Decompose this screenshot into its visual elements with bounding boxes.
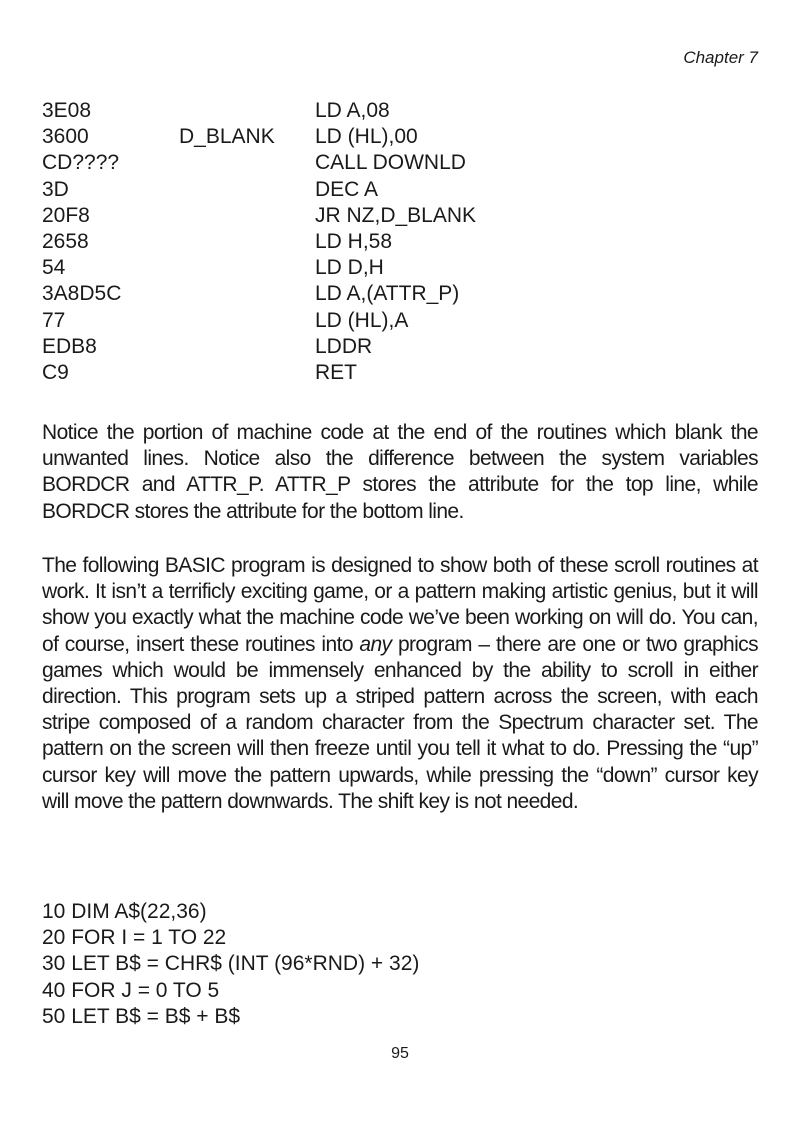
code-line [42, 98, 758, 124]
code-instruction: LD A,(ATTR_P) [315, 282, 460, 306]
emphasis-text: any [359, 632, 392, 656]
basic-listing [42, 899, 419, 1030]
code-line [42, 124, 758, 150]
code-line [42, 281, 758, 307]
code-label: D_BLANK [179, 125, 275, 149]
code-instruction: LD (HL),A [315, 308, 409, 332]
chapter-heading: Chapter 7 [683, 48, 758, 67]
code-instruction: LD H,58 [315, 229, 393, 253]
assembly-listing [42, 98, 758, 386]
code-line [42, 360, 758, 386]
code-line [42, 255, 758, 281]
paragraph-text: The following BASIC program is designed to show both of these scroll routines at work. It isn’t a terrificly exciting game, or a pattern making artistic genius, but it will show you exactly what the machine code we’ve been working on will do. You can, of course, insert these routines into [42, 554, 758, 656]
basic-line: 40 FOR J = 0 TO 5 [42, 978, 220, 1002]
code-line [42, 150, 758, 176]
basic-line: 50 LET B$ = B$ + B$ [42, 1004, 241, 1028]
code-hex: 3E08 [42, 99, 92, 122]
basic-line: 20 FOR I = 1 TO 22 [42, 926, 227, 950]
code-hex: 54 [42, 256, 66, 280]
code-hex: 2658 [42, 229, 89, 253]
code-instruction: LDDR [315, 334, 373, 358]
basic-line: 10 DIM A$(22,36) [42, 900, 207, 923]
code-hex: 77 [42, 308, 66, 332]
code-line [42, 203, 758, 229]
paragraph-machine-code-note: Notice the portion of machine code at the end of the routines which blank the unwanted lines. Notice also the difference between the system variables BORDCR and ATTR_P. ATTR_P stores the attribute for the top line, while BORDCR stores the attribute for the bottom line. [42, 421, 758, 523]
code-line [42, 308, 758, 334]
basic-line: 30 LET B$ = CHR$ (INT (96*RND) + 32) [42, 952, 420, 976]
code-instruction: LD D,H [315, 256, 384, 280]
code-instruction: CALL DOWNLD [315, 151, 466, 175]
code-instruction: RET [315, 360, 357, 384]
code-instruction: JR NZ,D_BLANK [315, 203, 477, 227]
code-hex: 3A8D5C [42, 282, 122, 306]
paragraph-basic-program-intro [42, 553, 758, 815]
code-line [42, 177, 758, 203]
code-hex: CD???? [42, 151, 120, 175]
code-instruction: LD A,08 [315, 99, 390, 122]
page-number: 95 [391, 1045, 409, 1062]
paragraph-text: program – there are one or two graphics games which would be immensely enhanced by the ability to scroll in either direction. This program sets up a striped pattern across the screen, with each stripe composed of a random character from the Spectrum character set. The pattern on the screen will then freeze until you tell it what to do. Pressing the “up” cursor key will move the pattern upwards, while pressing the “down” cursor key will move the pattern downwards. The shift key is not needed. [42, 632, 758, 813]
code-hex: 3600 [42, 125, 89, 149]
code-hex: EDB8 [42, 334, 97, 358]
code-instruction: DEC A [315, 177, 379, 201]
code-instruction: LD (HL),00 [315, 125, 418, 149]
code-line [42, 334, 758, 360]
code-hex: 20F8 [42, 203, 90, 227]
code-line [42, 229, 758, 255]
code-hex: 3D [42, 177, 69, 201]
code-hex: C9 [42, 360, 69, 384]
